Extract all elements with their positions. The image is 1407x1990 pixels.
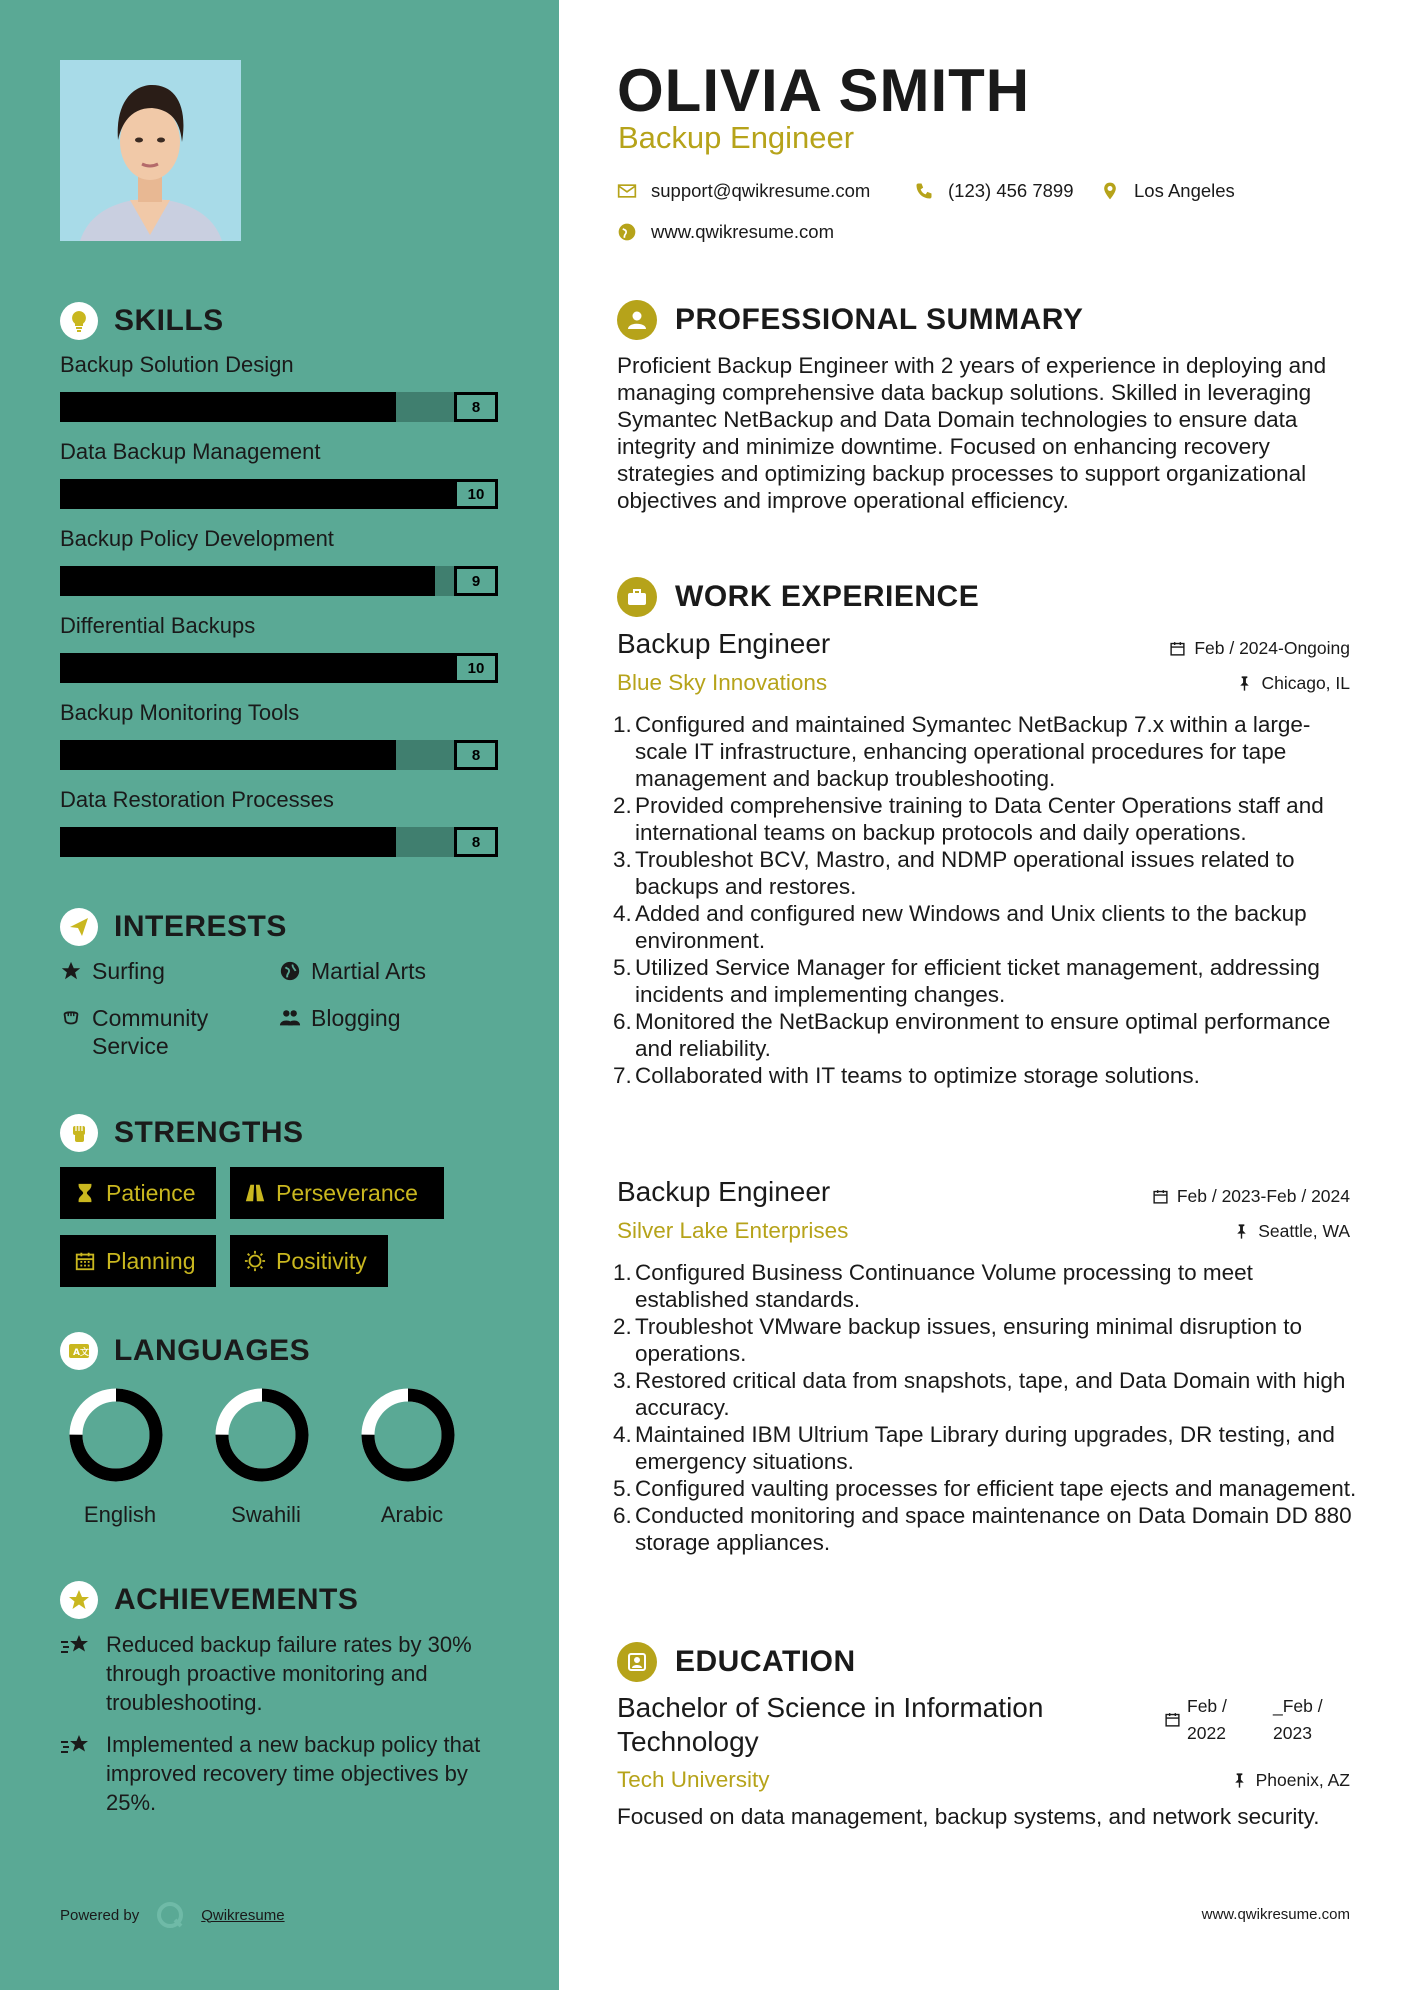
strength-chip (230, 1235, 388, 1287)
company-name: Blue Sky Innovations (617, 670, 828, 695)
strength-label: Planning (106, 1247, 196, 1274)
skill-level-badge: 10 (454, 479, 498, 509)
contact-location (1100, 180, 1235, 202)
summary-heading-text: PROFESSIONAL SUMMARY (675, 303, 1084, 336)
skill-bar (60, 827, 498, 857)
lightbulb-icon (60, 302, 98, 340)
duty-item: 1. Configured Business Continuance Volume processing to meet established standards. (613, 1260, 1253, 1312)
location-text: Los Angeles (1134, 180, 1235, 201)
map-pin-icon (1100, 181, 1120, 201)
job-dates-text: Feb / 2024-Ongoing (1194, 638, 1350, 658)
achievements-heading-text: ACHIEVEMENTS (114, 1583, 359, 1616)
shooting-star-icon (60, 1632, 92, 1660)
summary-text: Proficient Backup Engineer with 2 years of experience in deploying and managing comprehensive data backup solutions. Skilled in leveraging Symantec NetBackup and Data Domain technologies to ensure data integrity and minimize downtime. Focused on enhancing recovery strategies and optimizing backup processes to support organizational objectives and improve operational efficiency. (617, 353, 1327, 513)
duty-item: 6. Conducted monitoring and space maintenance on Data Domain DD 880 storage appliances. (613, 1503, 1352, 1555)
graduation-icon (617, 1642, 657, 1682)
skill-bar (60, 740, 498, 770)
footer-website[interactable]: www.qwikresume.com (1201, 1906, 1350, 1923)
skill-fill (60, 653, 498, 683)
duty-item: 1. Configured and maintained Symantec NetBackup 7.x within a large-scale IT infrastructure, enhancing operational procedures for tape management and backup troubleshooting. (613, 712, 1311, 791)
company-name: Silver Lake Enterprises (617, 1218, 849, 1243)
contact-website (617, 221, 834, 243)
achievement-text: Reduced backup failure rates by 30% through proactive monitoring and troubleshooting. (106, 1632, 472, 1715)
education-heading-text: EDUCATION (675, 1645, 856, 1678)
duty-item: 4. Added and configured new Windows and Unix clients to the backup environment. (613, 901, 1307, 953)
candidate-name: OLIVIA SMITH (617, 57, 1031, 124)
skill-bar (60, 566, 498, 596)
interest-item (60, 957, 165, 985)
skill-level-badge: 10 (454, 653, 498, 683)
achievements-heading (60, 1581, 358, 1619)
contact-email (617, 180, 870, 202)
interest-label: Surfing (92, 958, 165, 984)
interests-heading-text: INTERESTS (114, 910, 287, 943)
job-location-text: Chicago, IL (1261, 673, 1350, 693)
duty-item: 5. Configured vaulting processes for efficient tape ejects and management. (613, 1476, 1357, 1501)
hand-icon (60, 1007, 82, 1029)
job-dates (1169, 638, 1350, 659)
skill-level-badge: 8 (454, 392, 498, 422)
job-location-text: Seattle, WA (1258, 1221, 1350, 1241)
job-location (1236, 673, 1350, 694)
education-location-text: Phoenix, AZ (1255, 1770, 1350, 1790)
globe-icon (617, 222, 637, 242)
summary-heading (617, 300, 1083, 340)
language-level-ring (358, 1385, 458, 1485)
sidebar (0, 0, 559, 1990)
powered-by (60, 1900, 285, 1930)
skills-heading (60, 302, 224, 340)
strength-label: Perseverance (276, 1179, 418, 1206)
duty-item: 3. Restored critical data from snapshots, tape, and Data Domain with high accuracy. (613, 1368, 1346, 1420)
language-level-ring (212, 1385, 312, 1485)
skill-fill (60, 827, 396, 857)
calendar-icon (1169, 640, 1186, 657)
interest-item (279, 957, 426, 985)
svg-text:A: A (73, 1348, 81, 1358)
email-text[interactable]: support@qwikresume.com (651, 180, 871, 201)
interest-item (279, 1004, 401, 1032)
pushpin-icon (1231, 1772, 1248, 1789)
envelope-icon (617, 181, 637, 201)
language-name: English (83, 1502, 157, 1527)
pushpin-icon (1236, 675, 1253, 692)
skill-bar (60, 392, 498, 422)
languages-heading-text: LANGUAGES (114, 1334, 311, 1367)
shooting-star-icon (60, 1732, 92, 1760)
powered-by-text: Powered by (60, 1906, 140, 1924)
strengths-heading-text: STRENGTHS (114, 1116, 304, 1149)
paper-plane-icon (60, 908, 98, 946)
skill-label: Data Backup Management (60, 439, 321, 464)
language-name: Arabic (380, 1502, 444, 1527)
calendar-icon (1164, 1711, 1181, 1728)
duty-item: 3. Troubleshot BCV, Mastro, and NDMP operational issues related to backups and restores. (613, 847, 1295, 899)
strength-chip (60, 1167, 216, 1219)
skill-bar (60, 653, 498, 683)
skill-fill (60, 479, 498, 509)
achievement-text: Implemented a new backup policy that improved recovery time objectives by 25%. (106, 1732, 481, 1815)
skill-label: Backup Monitoring Tools (60, 700, 300, 725)
achievement-item (60, 1630, 510, 1717)
svg-text:文: 文 (80, 1348, 90, 1358)
strengths-heading (60, 1114, 304, 1152)
skill-fill (60, 740, 396, 770)
skill-label: Backup Policy Development (60, 526, 334, 551)
job-location (1233, 1221, 1350, 1242)
duty-item: 7. Collaborated with IT teams to optimize storage solutions. (613, 1063, 1200, 1088)
candidate-title: Backup Engineer (618, 120, 855, 155)
achievement-item (60, 1730, 510, 1817)
interest-label: Blogging (311, 1005, 401, 1031)
education-heading (617, 1642, 856, 1682)
duty-item: 2. Troubleshot VMware backup issues, ensuring minimal disruption to operations. (613, 1314, 1302, 1366)
job-dates (1152, 1186, 1350, 1207)
interest-label: Community Service (92, 1005, 209, 1059)
job-dates-text: Feb / 2023-Feb / 2024 (1176, 1186, 1350, 1206)
sun-icon (244, 1250, 266, 1272)
education-location (1231, 1770, 1350, 1791)
user-icon (617, 300, 657, 340)
star-icon (60, 960, 82, 982)
duty-list (613, 1259, 1357, 1556)
strength-chip (230, 1167, 444, 1219)
experience-heading-text: WORK EXPERIENCE (675, 580, 980, 613)
duty-list (613, 711, 1357, 1089)
school-name: Tech University (617, 1767, 770, 1792)
strength-label: Patience (106, 1179, 196, 1206)
experience-heading (617, 577, 979, 617)
duty-item: 2. Provided comprehensive training to Data Center Operations staff and international teams on backup protocols and daily operations. (613, 793, 1324, 845)
interests-heading (60, 908, 287, 946)
qwikresume-link[interactable]: Qwikresume (201, 1906, 285, 1924)
education-description: Focused on data management, backup systems, and network security. (617, 1804, 1320, 1829)
hourglass-icon (74, 1182, 96, 1204)
education-start: Feb / 2022 (1187, 1696, 1227, 1743)
phone-icon (914, 181, 934, 201)
calendar-icon (1152, 1188, 1169, 1205)
calendar-icon (74, 1250, 96, 1272)
duty-item: 4. Maintained IBM Ultrium Tape Library during upgrades, DR testing, and emergency situations. (613, 1422, 1335, 1474)
translate-icon (60, 1332, 98, 1370)
skill-bar (60, 479, 498, 509)
strength-label: Positivity (276, 1247, 367, 1274)
profile-photo (60, 60, 241, 241)
skill-label: Backup Solution Design (60, 352, 294, 377)
skill-fill (60, 392, 396, 422)
duty-item: 5. Utilized Service Manager for efficient ticket management, addressing incidents and implementing changes. (613, 955, 1320, 1007)
skill-label: Differential Backups (60, 613, 256, 638)
skill-level-badge: 9 (454, 566, 498, 596)
road-icon (244, 1182, 266, 1204)
users-icon (279, 1007, 301, 1029)
qwikresume-logo-icon (155, 1900, 185, 1930)
globe-icon (279, 960, 301, 982)
language-level-ring (66, 1385, 166, 1485)
language-name: Swahili (231, 1502, 301, 1527)
duty-item: 6. Monitored the NetBackup environment to ensure optimal performance and reliability. (613, 1009, 1331, 1061)
star-badge-icon (60, 1581, 98, 1619)
interest-label: Martial Arts (311, 958, 427, 984)
languages-heading (60, 1332, 310, 1370)
education-end: _Feb / 2023 (1273, 1696, 1323, 1743)
degree-title: Bachelor of Science in Information Technology (617, 1692, 1044, 1757)
skill-fill (60, 566, 435, 596)
skill-level-badge: 8 (454, 740, 498, 770)
pushpin-icon (1233, 1223, 1250, 1240)
phone-text[interactable]: (123) 456 7899 (948, 180, 1074, 201)
skill-label: Data Restoration Processes (60, 787, 334, 812)
strength-chip (60, 1235, 216, 1287)
skill-level-badge: 8 (454, 827, 498, 857)
education-dates (1164, 1693, 1331, 1747)
skills-heading-text: SKILLS (114, 304, 224, 337)
briefcase-icon (617, 577, 657, 617)
job-title: Backup Engineer (617, 1176, 831, 1207)
interest-item (60, 1004, 270, 1060)
fist-icon (60, 1114, 98, 1152)
job-title: Backup Engineer (617, 628, 831, 659)
website-text[interactable]: www.qwikresume.com (651, 221, 834, 242)
contact-phone (914, 180, 1074, 202)
